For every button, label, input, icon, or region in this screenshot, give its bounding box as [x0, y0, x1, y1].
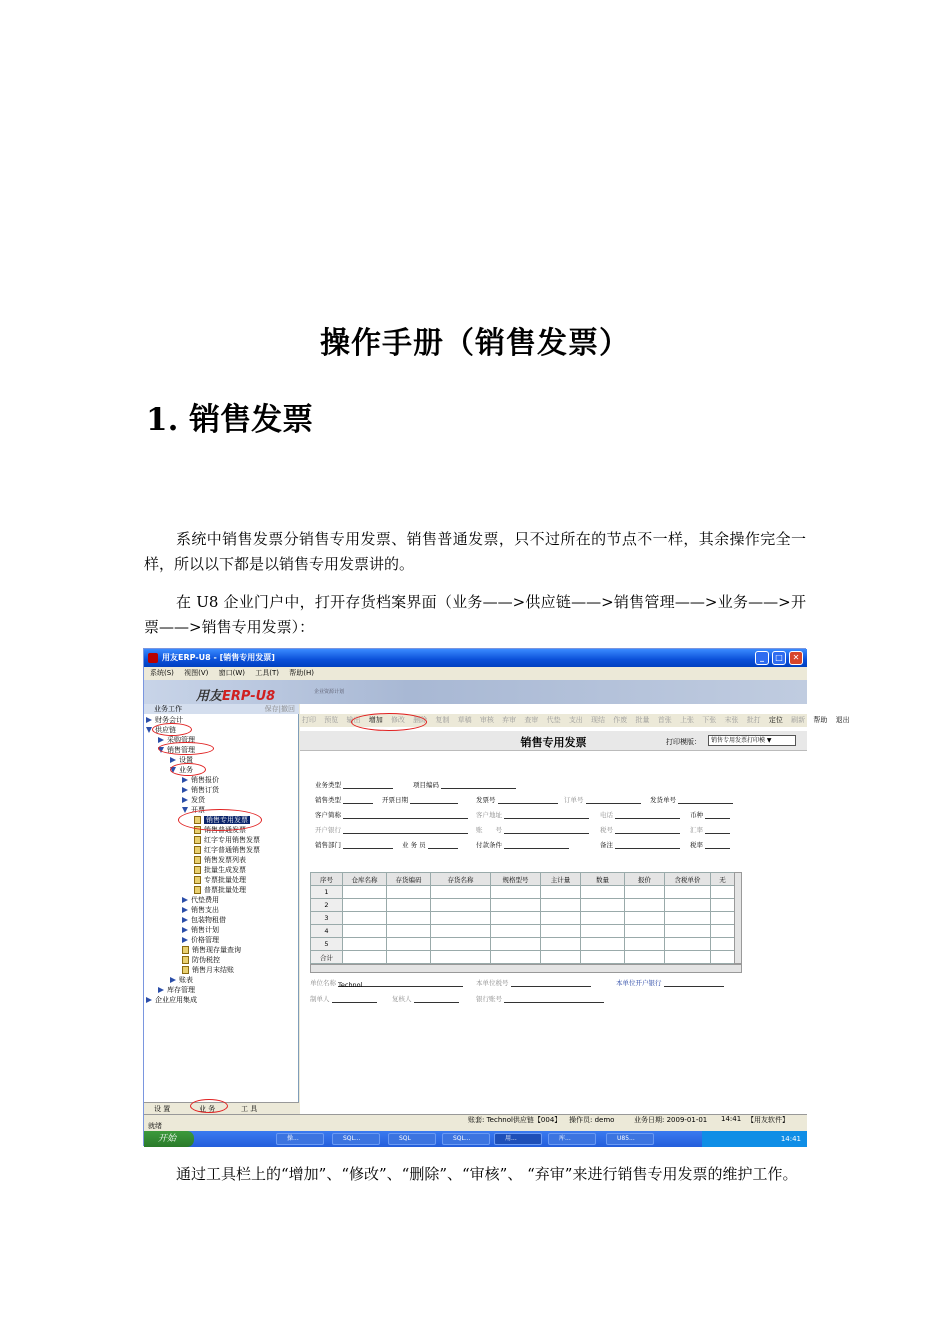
form-header: [300, 731, 807, 751]
banner-subtitle: 企业资源计划: [314, 689, 345, 695]
tree-item-quote[interactable]: 销售报价: [182, 775, 219, 785]
toolbar-locate[interactable]: 定位: [768, 716, 783, 724]
toolbar-batch-print[interactable]: 批打: [746, 716, 761, 724]
tree-item-red-special[interactable]: 红字专用销售发票: [194, 835, 260, 845]
toolbar-delete[interactable]: 删除: [413, 716, 428, 724]
toolbar-exit[interactable]: 退出: [835, 716, 850, 724]
taskbar-item[interactable]: SQL...: [332, 1133, 380, 1145]
table-row: 2: [311, 899, 735, 912]
tray-clock: 14:41: [780, 1135, 801, 1143]
highlight-special-invoice: [178, 809, 262, 831]
window-title: 用友ERP-U8 - [销售专用发票]: [162, 653, 275, 662]
taskbar-item[interactable]: 库...: [548, 1133, 596, 1145]
table-row: 1: [311, 886, 735, 899]
tree-item-plan[interactable]: 销售计划: [182, 925, 219, 935]
table-row: 5: [311, 938, 735, 951]
toolbar-cash[interactable]: 现结: [591, 716, 606, 724]
tree-item-special-invoice[interactable]: 销售专用发票: [194, 815, 250, 825]
tree-item-integration[interactable]: 企业应用集成: [146, 995, 197, 1005]
tree-item-reports[interactable]: 账表: [170, 975, 193, 985]
document-icon: [194, 836, 201, 844]
field-invoice-no[interactable]: 发票号: [476, 795, 558, 804]
intro-paragraph: 系统中销售发票分销售专用发票、销售普通发票，只不过所在的节点不一样，其余操作完全一样，所以以下都是以销售专用发票讲的。: [144, 530, 806, 573]
highlight-business: [170, 763, 206, 776]
toolbar-review[interactable]: 查审: [524, 716, 539, 724]
tree-item-expense[interactable]: 销售支出: [182, 905, 219, 915]
highlight-business-tab: [190, 1099, 228, 1113]
arrow-icon: [146, 997, 152, 1003]
table-row: 4: [311, 925, 735, 938]
document-icon: [194, 866, 201, 874]
col-spec[interactable]: 规格型号: [491, 873, 541, 886]
field-preparer[interactable]: 制单人: [310, 994, 377, 1003]
field-company-name[interactable]: 单位名称 Technol: [310, 978, 463, 987]
menubar: [144, 667, 807, 680]
col-more[interactable]: 无: [711, 873, 735, 886]
toolbar-expense[interactable]: 支出: [568, 716, 583, 724]
field-customer-address[interactable]: 客户地址: [476, 810, 589, 819]
col-qty[interactable]: 数量: [581, 873, 625, 886]
total-row: 合计: [311, 951, 735, 964]
toolbar-batch[interactable]: 批量: [635, 716, 650, 724]
status-vendor: 【用友软件】: [747, 1116, 789, 1124]
status-time: 14:41: [721, 1115, 742, 1123]
document-pane: [300, 704, 850, 1114]
menu-help[interactable]: 帮助(H): [289, 669, 314, 677]
print-template-select[interactable]: 销售专用发票打印模 ▼: [708, 735, 796, 746]
toolbar-modify[interactable]: 修改: [390, 716, 405, 724]
taskbar: [144, 1131, 807, 1147]
document-icon: [182, 956, 189, 964]
col-warehouse[interactable]: 仓库名称: [343, 873, 387, 886]
arrow-icon: [146, 717, 152, 723]
tree-item-purchase[interactable]: 采购管理: [158, 735, 195, 745]
taskbar-item[interactable]: U85...: [606, 1133, 654, 1145]
field-customer[interactable]: 客户简称: [315, 810, 468, 819]
status-date: 业务日期: 2009-01-01: [634, 1116, 708, 1124]
tree-item-packaging[interactable]: 包装物租借: [182, 915, 226, 925]
col-taxed-price[interactable]: 含税单价: [665, 873, 711, 886]
toolbar-copy[interactable]: 复制: [435, 716, 450, 724]
field-currency[interactable]: 币种: [690, 810, 730, 819]
toolbar-preview[interactable]: 预览: [324, 716, 339, 724]
tab-settings[interactable]: 设 置: [154, 1105, 171, 1113]
table-row: 3: [311, 912, 735, 925]
field-salesperson[interactable]: 业 务 员: [402, 840, 458, 849]
toolbar-prev[interactable]: 上张: [679, 716, 694, 724]
tree-item-settings[interactable]: 设置: [170, 755, 193, 765]
app-icon: [148, 653, 158, 663]
arrow-icon: [182, 787, 188, 793]
arrow-icon: [182, 917, 188, 923]
invoice-lines-grid[interactable]: [310, 872, 735, 964]
arrow-icon: [182, 907, 188, 913]
tree-item-price[interactable]: 价格管理: [182, 935, 219, 945]
minimize-button[interactable]: _: [755, 651, 769, 665]
field-business-type[interactable]: 业务类型: [315, 780, 393, 789]
tree-item-finance[interactable]: 财务会计: [146, 715, 183, 725]
field-remark[interactable]: 备注: [600, 840, 680, 849]
field-sales-dept[interactable]: 销售部门: [315, 840, 393, 849]
tree-item-delivery[interactable]: 发货: [182, 795, 205, 805]
maximize-button[interactable]: □: [772, 651, 786, 665]
field-tax-rate[interactable]: 税率: [690, 840, 730, 849]
document-icon: [194, 876, 201, 884]
document-icon: [182, 946, 189, 954]
erp-screenshot: [143, 648, 850, 1146]
field-invoice-date[interactable]: 开票日期: [382, 795, 458, 804]
field-account[interactable]: 账 号: [476, 825, 589, 834]
status-bar: [144, 1114, 807, 1131]
highlight-supply-chain: [152, 723, 192, 736]
section-heading: 1. 销售发票: [146, 402, 314, 438]
tree-item-invoice-list[interactable]: 销售发票列表: [194, 855, 246, 865]
close-button[interactable]: ✕: [789, 651, 803, 665]
document-icon: [194, 856, 201, 864]
toolbar-draft[interactable]: 草稿: [457, 716, 472, 724]
highlight-add-button: [351, 713, 427, 731]
banner: [144, 680, 807, 704]
print-template-label: 打印模版：: [666, 738, 701, 746]
col-item-name[interactable]: 存货名称: [431, 873, 491, 886]
arrow-icon: [182, 937, 188, 943]
toolbar-void[interactable]: 作废: [613, 716, 628, 724]
menu-system[interactable]: 系统(S): [150, 669, 174, 677]
menu-view[interactable]: 视图(V): [184, 669, 209, 677]
taskbar-item[interactable]: SQL...: [442, 1133, 490, 1145]
tree-item-inventory[interactable]: 库存管理: [158, 985, 195, 995]
field-company-tax-no[interactable]: 本单位税号: [476, 978, 591, 987]
grid-horizontal-scrollbar[interactable]: [310, 964, 742, 973]
highlight-sales-mgmt: [158, 742, 214, 755]
toolbar-next[interactable]: 下张: [702, 716, 717, 724]
col-item-code[interactable]: 存货编码: [387, 873, 431, 886]
toolbar-print[interactable]: 打印: [302, 716, 316, 724]
arrow-icon: [170, 977, 176, 983]
tree-item-sales[interactable]: 销售管理: [158, 745, 195, 755]
toolbar-advance[interactable]: 代垫: [546, 716, 561, 724]
grid-header-row: [311, 873, 735, 886]
tree-item-order[interactable]: 销售订货: [182, 785, 219, 795]
document-icon: [194, 886, 201, 894]
tree-item-batch-generate[interactable]: 批量生成发票: [194, 865, 246, 875]
toolbar-paragraph: 通过工具栏上的“增加”、“修改”、“删除”、“审核”、 “弃审”来进行销售专用发票的维护工作。: [176, 1165, 798, 1183]
field-delivery-no[interactable]: 发货单号: [650, 795, 733, 804]
arrow-icon: [182, 777, 188, 783]
tree-item-normal-invoice[interactable]: 销售普通发票: [194, 825, 246, 835]
toolbar-export[interactable]: 输出: [346, 716, 361, 724]
status-operator: 操作员: demo: [569, 1116, 615, 1124]
tree-item-special-batch[interactable]: 专票批量处理: [194, 875, 246, 885]
tree-item-red-normal[interactable]: 红字普通销售发票: [194, 845, 260, 855]
tab-tools[interactable]: 工 具: [241, 1105, 258, 1113]
arrow-icon: [170, 757, 176, 763]
tree-item-invoicing[interactable]: 开票: [182, 805, 205, 815]
field-company-bank[interactable]: 本单位开户银行: [616, 978, 724, 987]
col-unit[interactable]: 主计量: [541, 873, 581, 886]
taskbar-item[interactable]: 用...: [494, 1133, 542, 1145]
toolbar-approve[interactable]: 审核: [479, 716, 494, 724]
field-tax-no[interactable]: 税号: [600, 825, 680, 834]
field-exchange-rate[interactable]: 汇率: [690, 825, 730, 834]
field-payment-terms[interactable]: 付款条件: [476, 840, 569, 849]
grid-vertical-scrollbar[interactable]: [734, 872, 742, 964]
status-ready: 就绪: [148, 1122, 162, 1130]
arrow-icon: [158, 987, 164, 993]
arrow-icon: [182, 927, 188, 933]
field-phone[interactable]: 电话: [600, 810, 680, 819]
tree-item-month-end[interactable]: 销售月末结账: [182, 965, 234, 975]
field-project-code[interactable]: 项目编码: [413, 780, 516, 789]
toolbar-add[interactable]: 增加: [368, 716, 383, 724]
ufida-logo: 用友ERP-U8: [196, 689, 276, 704]
field-bank[interactable]: 开户银行: [315, 825, 468, 834]
navigation-paragraph: 在 U8 企业门户中，打开存货档案界面（业务——>供应链——>销售管理——>业务——>开票——>销售专用发票）：: [144, 593, 806, 636]
field-reviewer[interactable]: 复核人: [392, 994, 459, 1003]
toolbar-first[interactable]: 首张: [657, 716, 672, 724]
document-title: 操作手册（销售发票）: [320, 326, 630, 361]
toolbar-last[interactable]: 末张: [724, 716, 739, 724]
field-bank-account[interactable]: 银行账号: [476, 994, 604, 1003]
field-sales-type[interactable]: 销售类型: [315, 795, 373, 804]
menu-tools[interactable]: 工具(T): [255, 669, 280, 677]
tab-business[interactable]: 业 务: [199, 1105, 216, 1113]
window-titlebar: [144, 649, 807, 667]
taskbar-item[interactable]: SQL: [388, 1133, 436, 1145]
navigation-pane: [144, 704, 299, 1114]
nav-header: 业务工作 保存|撤回: [144, 704, 299, 714]
field-order-no[interactable]: 订单号: [564, 795, 641, 804]
tree-item-normal-batch[interactable]: 普票批量处理: [194, 885, 246, 895]
menu-window[interactable]: 窗口(W): [218, 669, 246, 677]
document-icon: [194, 846, 201, 854]
arrow-icon: [182, 897, 188, 903]
tree-item-business[interactable]: 业务: [170, 765, 193, 775]
tree-item-advance[interactable]: 代垫费用: [182, 895, 219, 905]
tree-item-anticounterfeit[interactable]: 防伪税控: [182, 955, 220, 965]
arrow-icon: [158, 737, 164, 743]
status-account: 账套: Technol供应链【004】: [468, 1116, 562, 1124]
col-quote[interactable]: 报价: [625, 873, 665, 886]
toolbar-help[interactable]: 帮助: [813, 716, 828, 724]
system-tray: [702, 1131, 807, 1147]
form-title: 销售专用发票: [520, 736, 587, 749]
taskbar-item[interactable]: 操...: [276, 1133, 324, 1145]
tree-item-supply-chain[interactable]: 供应链: [146, 725, 176, 735]
col-seq[interactable]: 序号: [311, 873, 343, 886]
toolbar-refresh[interactable]: 刷新: [791, 716, 806, 724]
document-icon: [182, 966, 189, 974]
arrow-icon: [182, 797, 188, 803]
tree-item-stock-query[interactable]: 销售现存量查询: [182, 945, 241, 955]
toolbar-unapprove[interactable]: 弃审: [502, 716, 517, 724]
start-button[interactable]: 开始: [144, 1131, 194, 1147]
